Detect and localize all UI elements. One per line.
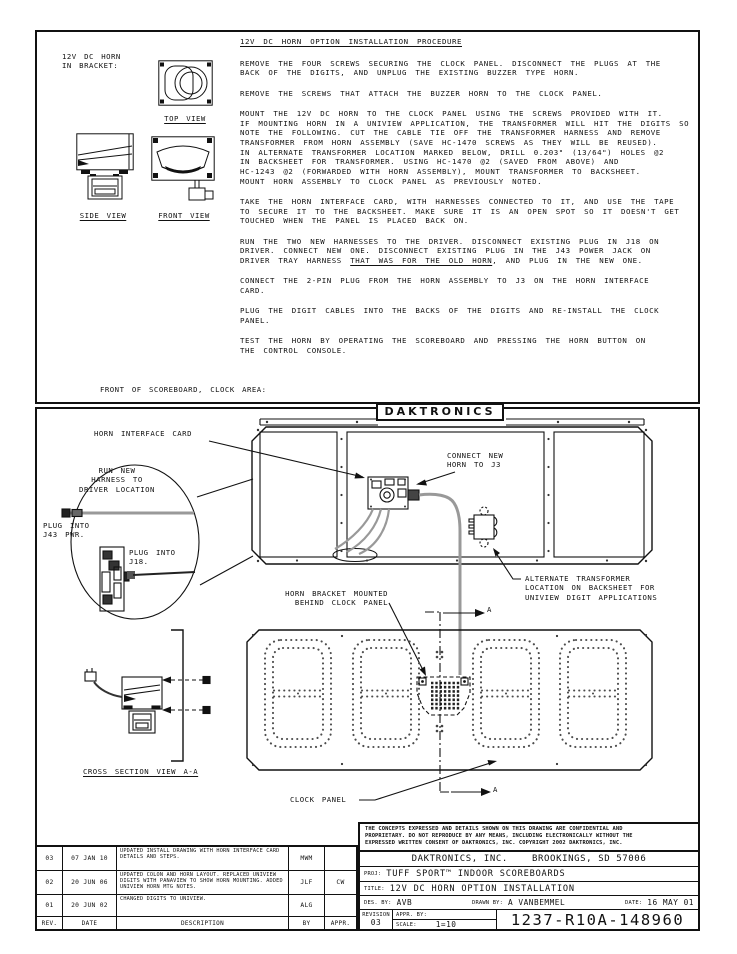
rev-description: UPDATED INSTALL DRAWING WITH HORN INTERFACE CARD DETAILS AND STEPS. [117,847,289,871]
daktronics-logo: DAKTRONICS [376,403,504,421]
run-new-harness-label: RUN NEW HARNESS TO DRIVER LOCATION [79,466,155,494]
clock-panel-label: CLOCK PANEL [290,795,347,804]
company-line: DAKTRONICS, INC. BROOKINGS, SD 57006 [360,852,698,867]
confidential-notice: THE CONCEPTS EXPRESSED AND DETAILS SHOWN ON THIS DRAWING ARE CONFIDENTIAL AND PROPRIETARY. DO NOT REPRODUCE BY ANY MEANS, INCLUDING ELECTRONICALLY WITHOUT THE EXPRESSED WRITTEN CONSENT OF DAKTRONICS, INC. COPYRIGHT 2002 DAKTRONICS, INC. [360,824,698,852]
designer-row [360,896,698,910]
title-block-bottom-row [360,910,698,929]
proj-value: TUFF SPORT™ INDOOR SCOREBOARDS [386,869,566,879]
rev-by: JLF [289,871,325,895]
leader-lines [209,441,521,800]
horn-bracket-outline [417,677,470,715]
procedure-step: PLUG THE DIGIT CABLES INTO THE BACKS OF THE DIGITS AND RE-INSTALL THE CLOCK PANEL. [240,306,660,325]
bracket-views-caption: 12V DC HORN IN BRACKET: [62,52,121,71]
procedure-title: 12V DC HORN OPTION INSTALLATION PROCEDURE [240,37,462,46]
screw-dots [257,421,647,562]
plug-into-j43-label: PLUG INTO J43 PWR. [43,521,90,540]
procedure-step: CONNECT THE 2-PIN PLUG FROM THE HORN ASSEMBLY TO J3 ON THE HORN INTERFACE CARD. [240,276,650,295]
title-label: TITLE: [364,885,385,892]
top-view-label: TOP VIEW [164,114,206,123]
rev-appr [325,895,356,917]
horn-interface-card-label: HORN INTERFACE CARD [94,429,192,438]
revision-label: REVISION [362,912,390,918]
proj-label: PROJ: [364,871,382,877]
revision-table [35,845,358,931]
underlined-phrase: THAT WAS FOR THE OLD HORN [350,255,493,265]
cross-section-drawing [85,630,210,761]
rev-date: 20 JUN 02 [63,895,117,917]
rev-header-appr: APPR. [330,919,351,927]
front-view-label: FRONT VIEW [158,211,210,220]
rev-header-by: BY [289,917,325,929]
rev-by: ALG [289,895,325,917]
des-by-label: DES. BY: [364,899,392,906]
rev-header-date: DATE [63,917,117,929]
clock-digits [265,640,626,747]
rev-description: UPDATED COLON AND HORN LAYOUT. REPLACED UNIVIEW DIGITS WITH PANAVIEW TO SHOW HORN MOUNTING. ADDED UNIVIEW HORN MTG NOTES. [117,871,289,895]
horn-front-view-icon [151,136,215,204]
rev-number: 03 [37,847,63,871]
revision-value: 03 [370,918,382,927]
date-label: DATE: [625,899,643,906]
instructions-panel [35,30,700,404]
procedure-step: MOUNT THE 12V DC HORN TO THE CLOCK PANEL USING THE SCREWS PROVIDED WITH IT. IF MOUNTING HORN IN A UNIVIEW APPLICATION, THE TRANSFORMER WILL HIT THE DIGITS SO NOTE THE FOLLOWING. CUT THE CABLE TIE OFF THE TRANSFORMER HARNESS AND REMOVE TRANSFORMER FROM HORN ASSEMBLY (SAVE HC-1470 SCREWS AS THEY WILL BE REUSED). IN ALTERNATE TRANSFORMER LOCATION MARKED BELOW, DRILL 0.203" (13/64") HOLES @2 IN BACKSHEET FOR TRANSFORMER. USING HC-1470 @2 (SAVED FROM ABOVE) AND HC-1243 @2 (FORWARDED WITH HORN ASSEMBLY), MOUNT TRANSFORMER TO BACKSHEET. MOUNT HORN ASSEMBLY TO CLOCK PANEL AS PREVIOUSLY NOTED. [240,108,690,186]
transformer-drawing [469,507,497,547]
procedure-step: RUN THE TWO NEW HARNESSES TO THE DRIVER. DISCONNECT EXISTING PLUG IN J18 ON DRIVER. CONNECT NEW ONE. DISCONNECT EXISTING PLUG IN THE J43 POWER JACK ON DRIVER TRAY HARNESS THAT WAS FOR THE OLD HORN, AND PLUG IN THE NEW ONE. [240,236,660,265]
rev-appr [325,847,356,871]
project-row [360,867,698,882]
scale-value: 1=10 [435,920,457,929]
title-value: 12V DC HORN OPTION INSTALLATION [389,883,575,894]
rev-date: 20 JUN 06 [63,871,117,895]
horn-side-view-icon [76,133,134,201]
harness-wires [335,509,389,554]
rev-by: MWM [289,847,325,871]
horn-top-view-icon [158,60,213,106]
rev-number: 01 [37,895,63,917]
cross-section-label: CROSS SECTION VIEW A-A [83,767,199,776]
drawn-by-label: DRAWN BY: [472,899,504,906]
alternate-transformer-label: ALTERNATE TRANSFORMER LOCATION ON BACKSHEET FOR UNIVIEW DIGIT APPLICATIONS [525,574,658,602]
drawn-by-value: A VANBEMMEL [508,898,566,907]
plug-into-j18-label: PLUG INTO J18. [129,548,176,567]
approval-scale-cell [393,910,497,929]
connect-new-horn-label: CONNECT NEW HORN TO J3 [447,451,504,470]
procedure-step: TEST THE HORN BY OPERATING THE SCOREBOARD AND PRESSING THE HORN BUTTON ON THE CONTROL CONSOLE. [240,335,646,355]
procedure-step: REMOVE THE SCREWS THAT ATTACH THE BUZZER HORN TO THE CLOCK PANEL. [240,88,603,98]
rev-header-rev: REV. [37,917,63,929]
section-a-marker-bottom: A [493,785,498,794]
horn-interface-card-drawing [368,477,419,509]
date-value: 16 MAY 01 [647,898,694,907]
side-view-label: SIDE VIEW [79,211,127,220]
scale-label: SCALE: [396,921,417,928]
title-row [360,882,698,896]
front-of-scoreboard-label: FRONT OF SCOREBOARD, CLOCK AREA: [100,385,267,394]
rev-appr: CW [325,871,356,895]
scoreboard-back-outline [252,427,652,564]
appr-by-label: APPR. BY: [396,911,428,918]
rev-header-description: DESCRIPTION [117,917,289,929]
procedure-step: REMOVE THE FOUR SCREWS SECURING THE CLOCK PANEL. DISCONNECT THE PLUGS AT THE BACK OF THE DIGITS, AND UNPLUG THE EXISTING BUZZER TYPE HORN. [240,58,661,78]
rev-number: 02 [37,871,63,895]
drawing-number: 1237-R10A-148960 [510,910,685,929]
horn-bracket-label: HORN BRACKET MOUNTED BEHIND CLOCK PANEL [285,589,388,608]
installation-procedure [240,37,698,366]
revision-cell [360,910,393,929]
des-by-value: AVB [396,898,413,907]
procedure-step: TAKE THE HORN INTERFACE CARD, WITH HARNESSES CONNECTED TO IT, AND USE THE TAPE TO SECURE IT TO THE BACKSHEET. MAKE SURE IT IS AN OPEN SPOT SO IT DOESN'T GET TOUCHED WHEN THE PANEL IS PLACED BACK ON. [240,196,680,226]
title-block [358,822,700,931]
rev-description: CHANGED DIGITS TO UNIVIEW. [117,895,289,917]
section-a-marker-top: A [487,605,492,614]
rev-date: 07 JAN 10 [63,847,117,871]
